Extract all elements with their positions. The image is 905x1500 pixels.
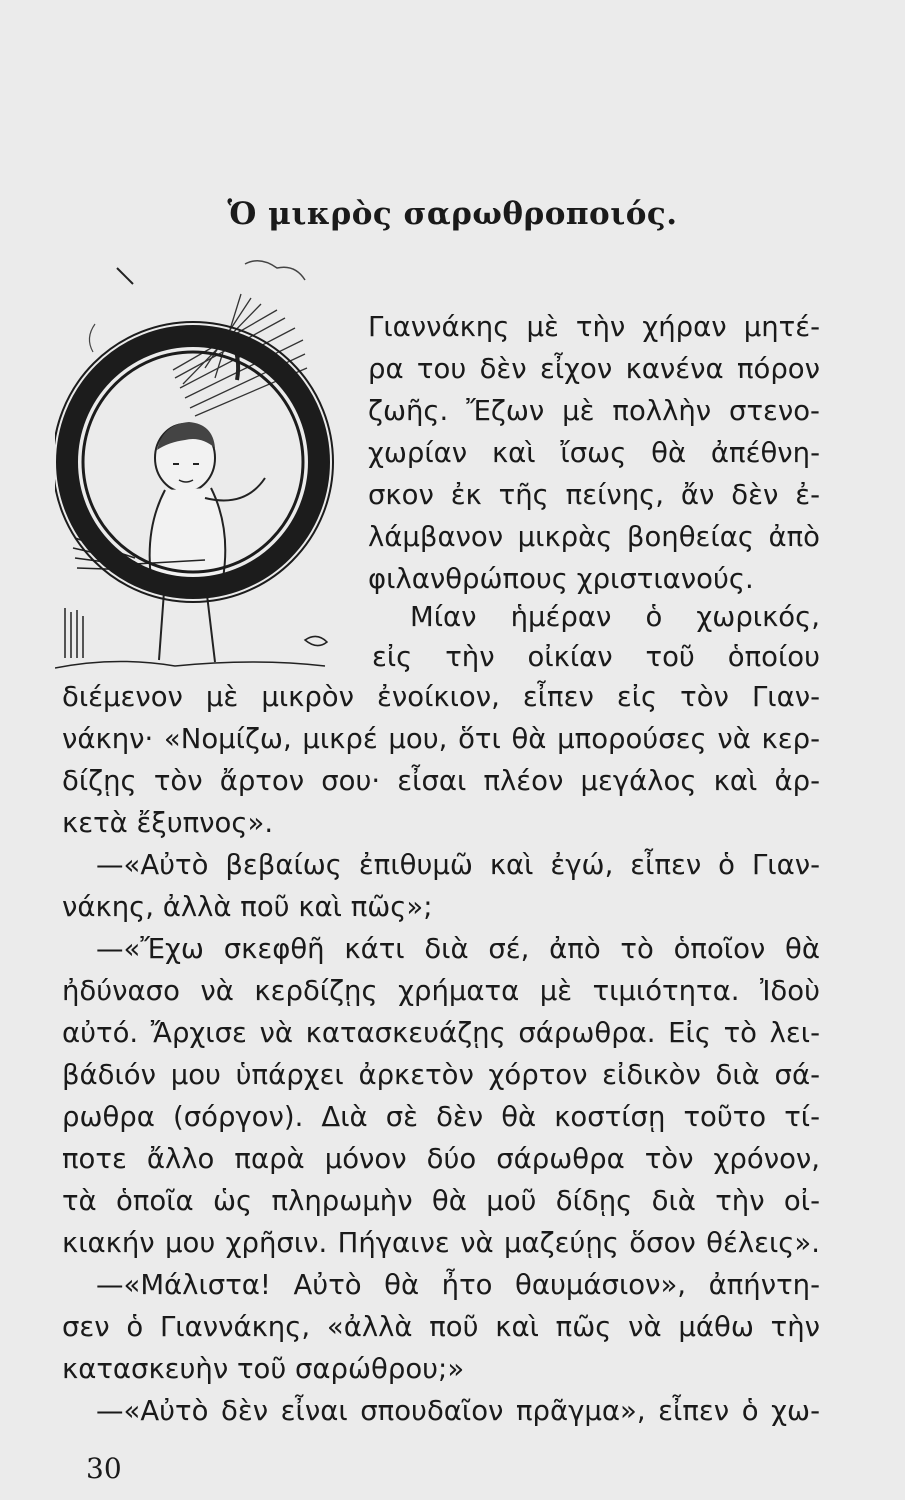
text-line: κατασκευὴν τοῦ σαρώθρου;» — [62, 1353, 465, 1385]
text-line: —«Αὐτὸ δὲν εἶναι σπουδαῖον πρᾶγμα», εἶπεν ὁ χω- — [96, 1395, 820, 1427]
text-line: ρα του δὲν εἶχον κανένα πόρον — [368, 353, 820, 385]
text-line: χωρίαν καὶ ἴσως θὰ ἀπέθνη- — [368, 437, 820, 469]
text-line: ποτε ἄλλο παρὰ μόνον δύο σάρωθρα τὸν χρόνον, — [62, 1143, 820, 1175]
text-line: —«Μάλιστα! Αὐτὸ θὰ ἦτο θαυμάσιον», ἀπήντη- — [96, 1269, 820, 1301]
text-line: αὐτό. Ἄρχισε νὰ κατασκευάζῃς σάρωθρα. Εἰς τὸ λει- — [62, 1017, 820, 1049]
text-line: κετὰ ἔξυπνος». — [62, 807, 274, 839]
text-line: δίζῃς τὸν ἄρτον σου· εἶσαι πλέον μεγάλος καὶ ἀρ- — [62, 765, 820, 797]
text-line: τὰ ὁποῖα ὡς πληρωμὴν θὰ μοῦ δίδῃς διὰ τὴν οἰ- — [62, 1185, 820, 1217]
text-line: Γιαννάκης μὲ τὴν χήραν μητέ- — [368, 311, 820, 343]
text-line: νάκην· «Νομίζω, μικρέ μου, ὅτι θὰ μπορούσες νὰ κερ- — [62, 723, 820, 755]
text-line: εἰς τὴν οἰκίαν τοῦ ὁποίου — [372, 641, 820, 673]
text-line: φιλανθρώπους χριστιανούς. — [368, 563, 754, 595]
text-line: Μίαν ἡμέραν ὁ χωρικός, — [410, 601, 820, 633]
text-line: νάκης, ἀλλὰ ποῦ καὶ πῶς»; — [62, 891, 433, 923]
text-line: βάδιόν μου ὑπάρχει ἀρκετὸν χόρτον εἰδικὸν διὰ σά- — [62, 1059, 820, 1091]
text-line: διέμενον μὲ μικρὸν ἐνοίκιον, εἶπεν εἰς τὸν Γιαν- — [62, 681, 820, 713]
text-line: —«Αὐτὸ βεβαίως ἐπιθυμῶ καὶ ἐγώ, εἶπεν ὁ Γιαν- — [96, 849, 820, 881]
page-number: 30 — [86, 1452, 122, 1485]
text-line: ἠδύνασο νὰ κερδίζῃς χρήματα μὲ τιμιότητα. Ἰδοὺ — [62, 975, 820, 1007]
text-line: κιακήν μου χρῆσιν. Πήγαινε νὰ μαζεύῃς ὅσον θέλεις». — [62, 1227, 820, 1259]
text-line: —«Ἔχω σκεφθῆ κάτι διὰ σέ, ἀπὸ τὸ ὁποῖον θὰ — [96, 933, 820, 965]
text-line: ρωθρα (σόργον). Διὰ σὲ δὲν θὰ κοστίσῃ τοῦτο τί- — [62, 1101, 820, 1133]
text-line: σεν ὁ Γιαννάκης, «ἀλλὰ ποῦ καὶ πῶς νὰ μάθω τὴν — [62, 1311, 820, 1343]
drop-cap-illustration — [55, 258, 355, 678]
text-line: λάμβανον μικρὰς βοηθείας ἀπὸ — [368, 521, 820, 553]
chapter-title: Ὁ μικρὸς σαρωθροποιός. — [227, 196, 678, 232]
text-line: ζωῆς. Ἔζων μὲ πολλὴν στενο- — [368, 395, 820, 427]
text-line: σκον ἐκ τῆς πείνης, ἄν δὲν ἐ- — [368, 479, 820, 511]
